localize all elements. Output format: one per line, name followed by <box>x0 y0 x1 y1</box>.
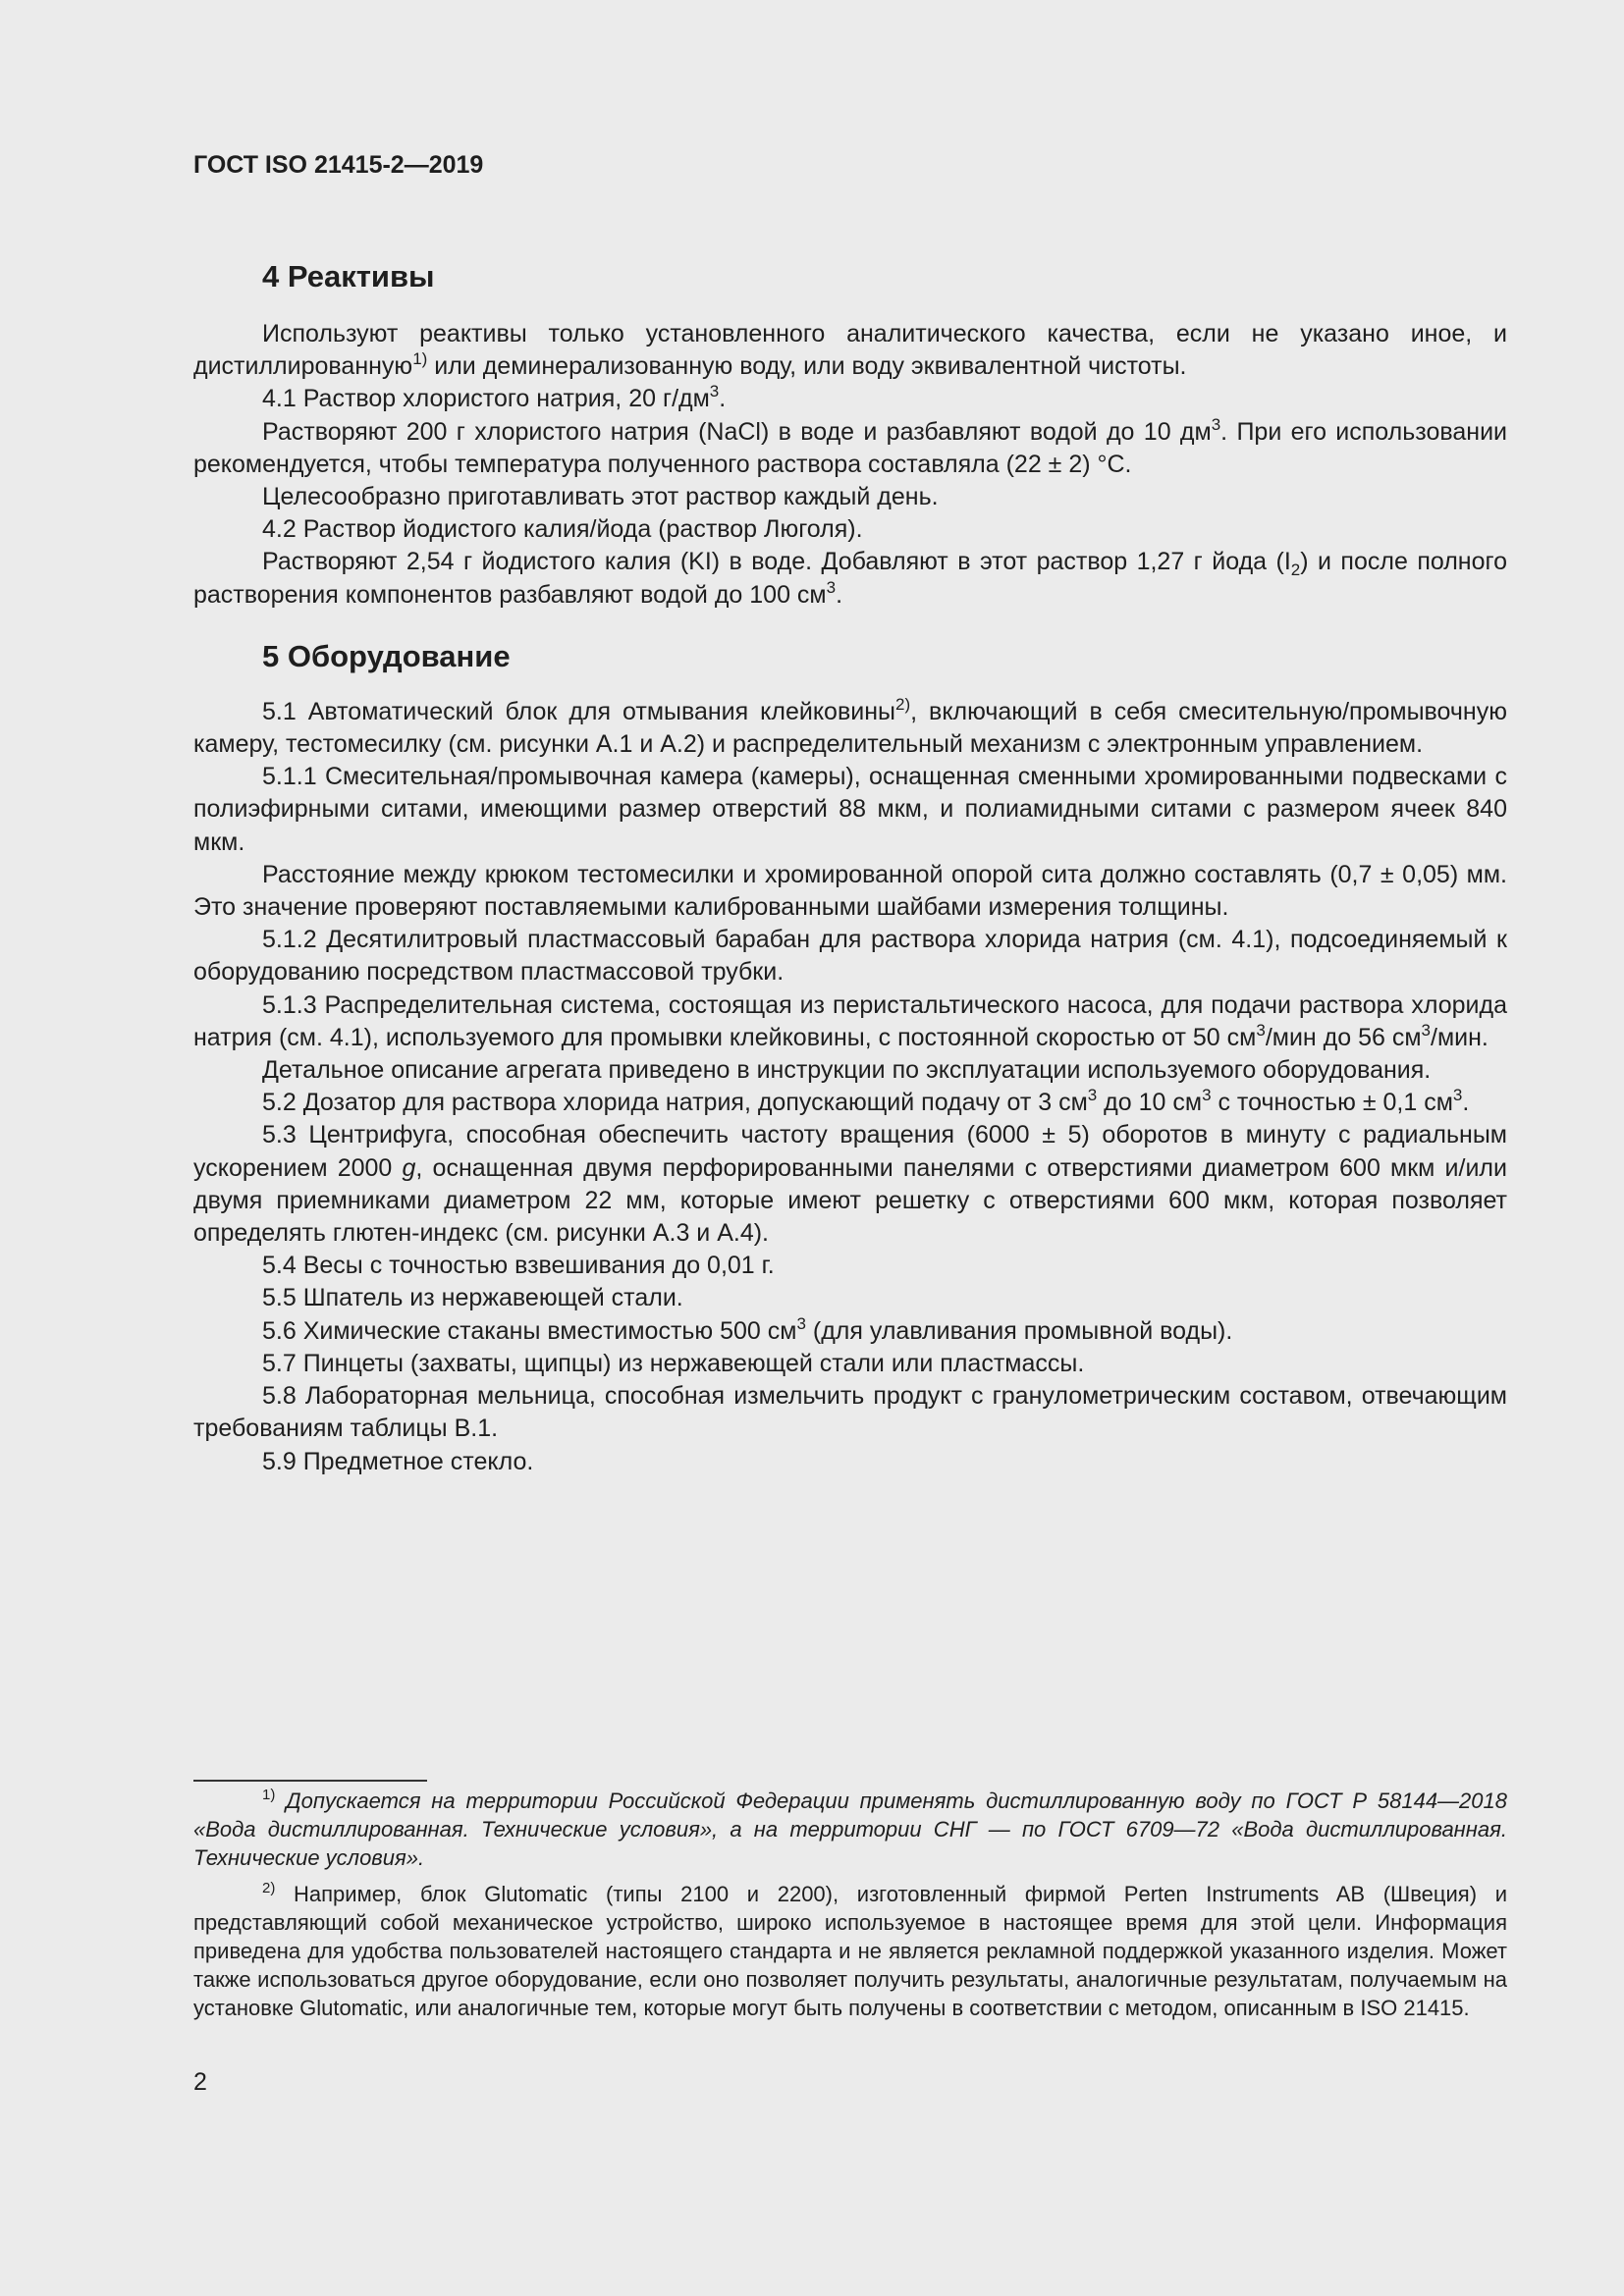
section-4-intro <box>193 318 1507 383</box>
footnote-ref-2: 2) <box>894 694 911 714</box>
clause-5-6 <box>193 1315 1507 1348</box>
clause-5-3 <box>193 1119 1507 1250</box>
clause-4-2: 4.2 Раствор йодистого калия/йода (раствор Люголя). <box>262 515 863 544</box>
clause-5-1-3 <box>193 989 1507 1054</box>
clause-5-2-d: . <box>1462 1089 1470 1117</box>
footnotes <box>193 1787 1507 2022</box>
clause-5-2-sup3: 3 <box>1452 1086 1463 1105</box>
clause-5-5: 5.5 Шпатель из нержавеющей стали. <box>262 1284 683 1312</box>
clause-5-2-a: 5.2 Дозатор для раствора хлорида натрия, допускающий подачу от 3 см <box>262 1089 1088 1117</box>
clause-5-2-c: с точностью ± 0,1 см <box>1211 1089 1453 1117</box>
clause-4-2-body-c: . <box>836 580 843 609</box>
footnote-2-text: Например, блок Glutomatic (типы 2100 и 2200), изготовленный фирмой Perten Instruments AB (Швеция) и представляющий собой механическое устройство, широко используемое в настоящее время для этой цели. Информация приведена для удобства пользователей настоящего стандарта и не является рекламной поддержкой указанного изделия. Может также использоваться другое оборудование, если оно позволяет получить результаты, аналогичные результатам, получаемым на установке Glutomatic, или аналогичные тем, которые могут быть получены в соответствии с методом, описанным в ISO 21415. <box>193 1882 1507 2020</box>
clause-5-3-g: g <box>402 1153 416 1182</box>
clause-5-1-2: 5.1.2 Десятилитровый пластмассовый барабан для раствора хлорида натрия (см. 4.1), подсоединяемый к оборудованию посредством пластмассовой трубки. <box>193 926 1507 987</box>
clause-4-2-body-b: ) и после полного растворения компонентов разбавляют водой до 100 см <box>193 548 1507 609</box>
footnote-separator <box>193 1780 427 1782</box>
clause-4-1-text: 4.1 Раствор хлористого натрия, 20 г/дм <box>262 385 710 413</box>
footnote-2-marker: 2) <box>262 1880 276 1896</box>
clause-5-1-1-b: Расстояние между крюком тестомесилки и хромированной опорой сита должно составлять (0,7 ± 0,05) мм. Это значение проверяют поставляемыми калиброванными шайбами измерения толщины. <box>193 860 1507 922</box>
intro-text-a: Используют реактивы только установленного аналитического качества, если не указано иное, и дистиллированную <box>193 320 1507 381</box>
footnote-1-text: Допускается на территории Российской Федерации применять дистиллированную воду по ГОСТ Р 58144—2018 «Вода дистиллированная. Технические условия», а на территории СНГ — по ГОСТ 6709—72 «Вода дистиллированная. Технические условия». <box>193 1789 1507 1870</box>
clause-4-1 <box>193 383 1507 415</box>
footnote-2 <box>193 1880 1507 2022</box>
intro-text-b: или деминерализованную воду, или воду эквивалентной чистоты. <box>427 352 1187 381</box>
clause-5-1-3-sup1: 3 <box>1256 1020 1266 1040</box>
clause-4-2-body-a: Растворяют 2,54 г йодистого калия (KI) в воде. Добавляют в этот раствор 1,27 г йода (I <box>262 548 1291 576</box>
clause-5-2 <box>193 1087 1507 1119</box>
clause-5-6-sup: 3 <box>796 1313 806 1333</box>
section-4-title: 4 Реактивы <box>262 259 435 294</box>
clause-4-1-body-a: Растворяют 200 г хлористого натрия (NaCl) в воде и разбавляют водой до 10 дм <box>262 417 1212 446</box>
clause-5-1-3-c: /мин. <box>1431 1023 1489 1051</box>
footnote-1-marker: 1) <box>262 1787 276 1803</box>
clause-5-6-b: (для улавливания промывной воды). <box>805 1316 1233 1345</box>
clause-5-1-1: 5.1.1 Смесительная/промывочная камера (камеры), оснащенная сменными хромированными подвесками с полиэфирными ситами, имеющими размер отверстий 88 мкм, и полиамидными ситами с размером ячеек 840 мкм. <box>193 763 1507 856</box>
clause-5-9: 5.9 Предметное стекло. <box>262 1447 534 1475</box>
clause-4-1-sup: 3 <box>709 382 720 401</box>
clause-5-1-a: 5.1 Автоматический блок для отмывания клейковины <box>262 697 895 725</box>
clause-5-2-sup2: 3 <box>1202 1086 1212 1105</box>
clause-5-1 <box>193 696 1507 761</box>
clause-5-1-b: , включающий в себя смесительную/промывочную камеру, тестомесилку (см. рисунки А.1 и А.2) и распределительный механизм с электронным управлением. <box>193 697 1507 759</box>
clause-5-2-sup1: 3 <box>1087 1086 1098 1105</box>
clause-4-1-note: Целесообразно приготавливать этот раствор каждый день. <box>262 483 939 511</box>
clause-4-1-end: . <box>719 385 727 413</box>
document-page <box>193 147 1507 1478</box>
clause-5-1-3-a: 5.1.3 Распределительная система, состоящая из перистальтического насоса, для подачи раствора хлорида натрия (см. 4.1), используемого для промывки клейковины, с постоянной скоростью от 50 см <box>193 990 1507 1051</box>
clause-4-2-body-sup: 3 <box>826 577 837 597</box>
footnote-ref-1: 1) <box>412 349 428 369</box>
clause-5-1-3-b: /мин до 56 см <box>1265 1023 1422 1051</box>
footnote-1 <box>193 1787 1507 1872</box>
section-5-title: 5 Оборудование <box>262 638 511 673</box>
clause-4-1-body <box>193 416 1507 481</box>
clause-4-2-body <box>193 546 1507 611</box>
clause-4-1-body-b: . При его использовании рекомендуется, чтобы температура полученного раствора составляла (22 ± 2) °С. <box>193 417 1507 478</box>
clause-5-2-b: до 10 см <box>1097 1089 1203 1117</box>
clause-5-8: 5.8 Лабораторная мельница, способная измельчить продукт с гранулометрическим составом, отвечающим требованиям таблицы В.1. <box>193 1382 1507 1443</box>
clause-5-1-3-b-text: Детальное описание агрегата приведено в инструкции по эксплуатации используемого оборудования. <box>262 1056 1432 1085</box>
clause-4-2-body-sub: 2 <box>1290 561 1301 580</box>
clause-5-4: 5.4 Весы с точностью взвешивания до 0,01 г. <box>262 1252 775 1280</box>
clause-5-1-3-sup2: 3 <box>1421 1020 1432 1040</box>
clause-5-6-a: 5.6 Химические стаканы вместимостью 500 см <box>262 1316 797 1345</box>
clause-5-3-a: 5.3 Центрифуга, способная обеспечить частоту вращения (6000 ± 5) оборотов в минуту с радиальным ускорением 2000 <box>193 1121 1507 1182</box>
clause-5-3-b: , оснащенная двумя перфорированными панелями с отверстиями диаметром 600 мкм и/или двумя приемниками диаметром 22 мм, которые имеют решетку с отверстиями 600 мкм, которая позволяет определять глютен-индекс (см. рисунки А.3 и А.4). <box>193 1153 1507 1248</box>
standard-header: ГОСТ ISO 21415-2—2019 <box>193 151 484 179</box>
clause-5-7: 5.7 Пинцеты (захваты, щипцы) из нержавеющей стали или пластмассы. <box>262 1349 1085 1377</box>
page-number: 2 <box>193 2068 207 2096</box>
clause-4-1-body-sup: 3 <box>1211 414 1221 434</box>
